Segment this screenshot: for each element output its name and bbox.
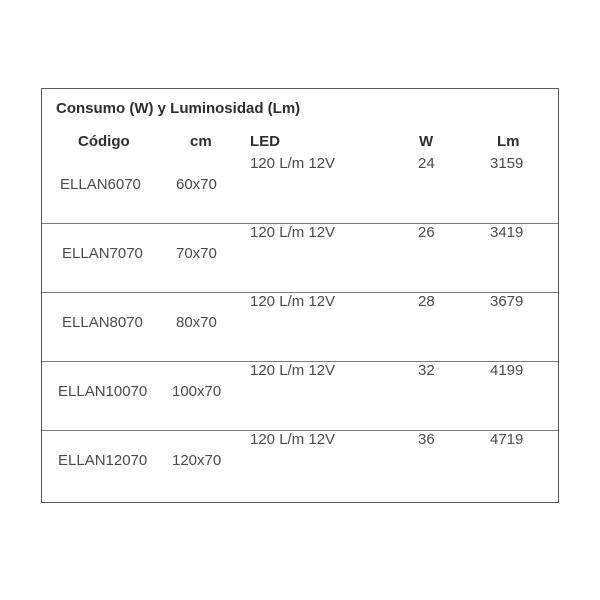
row-led: 120 L/m 12V	[250, 224, 336, 241]
header-code: Código	[78, 133, 130, 150]
spec-table	[41, 88, 559, 503]
row-watts: 32	[418, 362, 435, 379]
table-title: Consumo (W) y Luminosidad (Lm)	[56, 100, 301, 117]
row-lumens: 3419	[490, 224, 524, 241]
row-code: ELLAN10070	[58, 383, 148, 400]
row-size: 60x70	[176, 176, 217, 193]
table-row	[42, 224, 558, 293]
row-code: ELLAN12070	[58, 452, 148, 469]
header-size: cm	[190, 133, 212, 150]
row-lumens: 4199	[490, 362, 524, 379]
row-code: ELLAN7070	[62, 245, 143, 262]
row-lumens: 3679	[490, 293, 524, 310]
row-size: 100x70	[172, 383, 222, 400]
header-led: LED	[250, 133, 280, 150]
row-led: 120 L/m 12V	[250, 155, 336, 172]
row-led: 120 L/m 12V	[250, 431, 336, 448]
table-row	[42, 362, 558, 431]
row-size: 120x70	[172, 452, 222, 469]
table-row	[42, 155, 558, 224]
row-led: 120 L/m 12V	[250, 362, 336, 379]
row-led: 120 L/m 12V	[250, 293, 336, 310]
row-size: 80x70	[176, 314, 217, 331]
row-lumens: 3159	[490, 155, 524, 172]
row-code: ELLAN6070	[60, 176, 141, 193]
header-watts: W	[419, 133, 434, 150]
header-lumens: Lm	[497, 133, 520, 150]
row-watts: 24	[418, 155, 435, 172]
row-lumens: 4719	[490, 431, 524, 448]
row-watts: 36	[418, 431, 435, 448]
table-row	[42, 431, 558, 500]
row-watts: 28	[418, 293, 435, 310]
row-code: ELLAN8070	[62, 314, 143, 331]
row-watts: 26	[418, 224, 435, 241]
row-size: 70x70	[176, 245, 217, 262]
table-row	[42, 293, 558, 362]
